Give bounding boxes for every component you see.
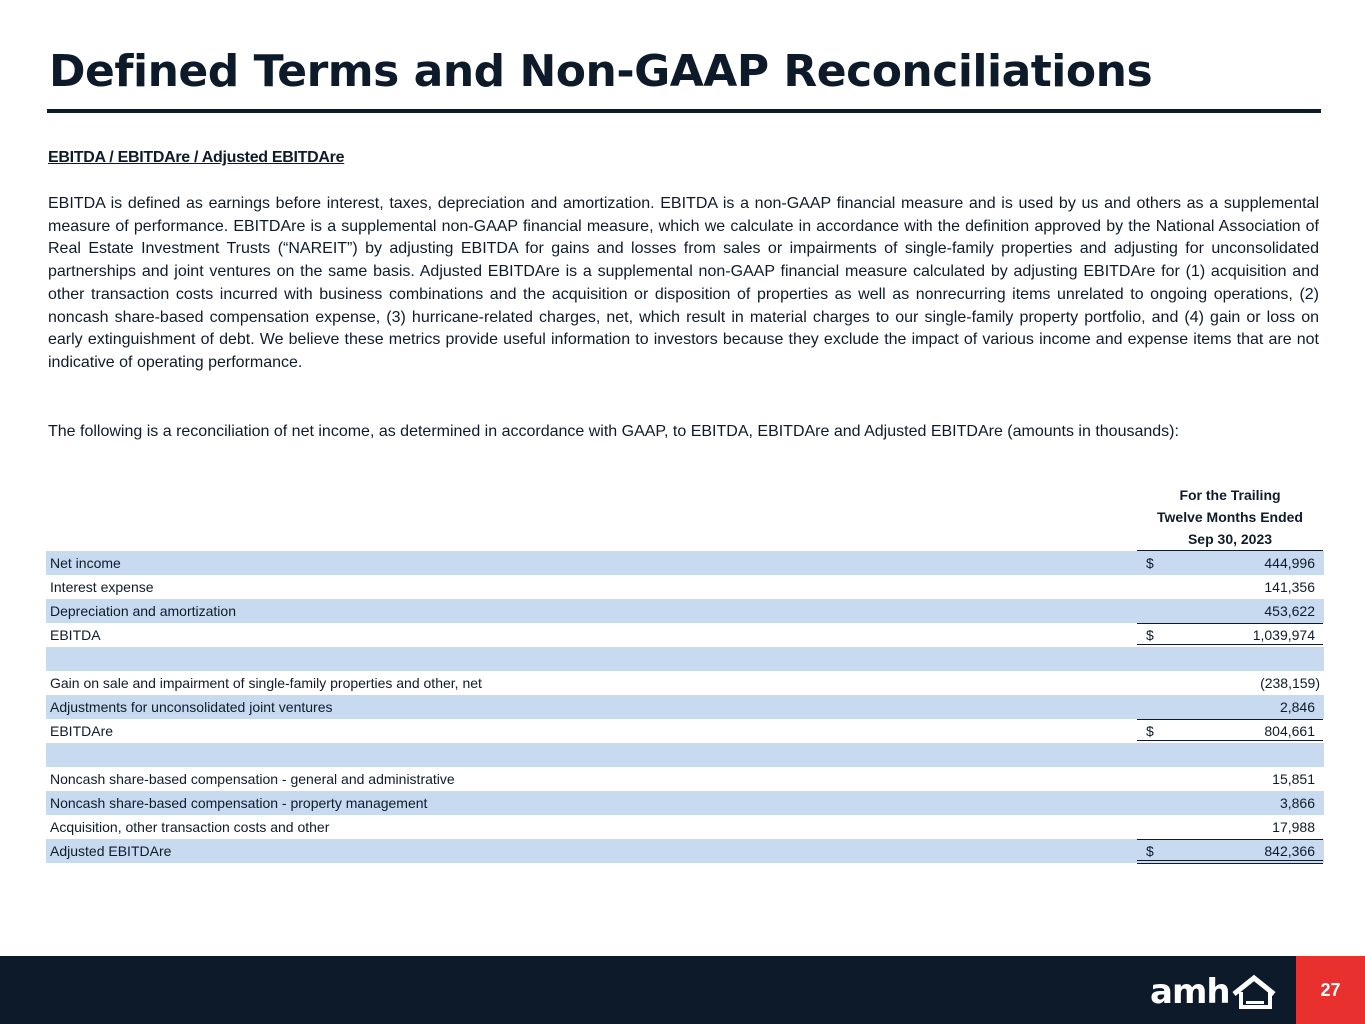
row-value: 15,851 [1272, 771, 1315, 787]
table-row-sbc-property-mgmt [46, 791, 1324, 815]
footer-bar [0, 956, 1365, 1024]
row-value: 1,039,974 [1252, 627, 1315, 643]
row-value: 804,661 [1264, 723, 1315, 739]
row-label: Noncash share-based compensation - general and administrative [50, 771, 455, 787]
row-value: 842,366 [1264, 843, 1315, 859]
dollar-sign: $ [1146, 723, 1154, 739]
row-label: EBITDA [50, 627, 101, 643]
title-divider [47, 109, 1321, 113]
column-header-line-2: Twelve Months Ended [1157, 509, 1303, 525]
row-label: Adjusted EBITDAre [50, 843, 172, 859]
definition-paragraph: EBITDA is defined as earnings before interest, taxes, depreciation and amortization. EBITDA is a non-GAAP financial measure and is used by us and others as a supplemental measure of performance. EBITDAre is a supplemental non-GAAP financial measure, which we calculate in accordance with the definition approved by the National Association of Real Estate Investment Trusts (“NAREIT”) by adjusting EBITDA for gains and losses from sales or impairments of single-family properties and adjusting for unconsolidated partnerships and joint ventures on the same basis. Adjusted EBITDAre is a supplemental non-GAAP financial measure calculated by adjusting EBITDAre for (1) acquisition and other transaction costs incurred with business combinations and the acquisition or disposition of properties as well as nonrecurring items unrelated to ongoing operations, (2) noncash share-based compensation expense, (3) hurricane-related charges, net, which result in material charges to our single-family property portfolio, and (4) gain or loss on early extinguishment of debt. We believe these metrics provide useful information to investors because they exclude the impact of various income and expense items that are not indicative of operating performance. [48, 195, 1319, 371]
table-row-joint-ventures [46, 695, 1324, 719]
column-header-line-3: Sep 30, 2023 [1187, 531, 1273, 547]
page-number: 27 [1296, 956, 1365, 1024]
intro-paragraph: The following is a reconciliation of net income, as determined in accordance with GAAP, to EBITDA, EBITDAre and Adjusted EBITDAre (amounts in thousands): [48, 423, 1179, 440]
row-label: Noncash share-based compensation - property management [50, 795, 428, 811]
table-row-ebitdare [46, 719, 1324, 743]
row-label: Acquisition, other transaction costs and other [50, 819, 330, 835]
table-row-depreciation [46, 599, 1324, 623]
row-label: Gain on sale and impairment of single-family properties and other, net [50, 675, 482, 691]
table-row-sbc-ga [46, 767, 1324, 791]
table-row-spacer [46, 743, 1324, 767]
page-title: Defined Terms and Non-GAAP Reconciliations [49, 46, 1153, 97]
table-row-net-income [46, 551, 1324, 575]
column-header [1137, 484, 1323, 550]
row-value: 444,996 [1264, 555, 1315, 571]
table-row-spacer [46, 647, 1324, 671]
dollar-sign: $ [1146, 843, 1154, 859]
row-label: Adjustments for unconsolidated joint ventures [50, 699, 333, 715]
row-value: 141,356 [1264, 579, 1315, 595]
reconciliation-table [46, 551, 1324, 863]
row-value: 17,988 [1272, 819, 1315, 835]
dollar-sign: $ [1146, 555, 1154, 571]
row-label: Net income [50, 555, 121, 571]
row-value: 3,866 [1279, 795, 1315, 811]
total-double-rule [1137, 860, 1323, 864]
table-row-acquisition-costs [46, 815, 1324, 839]
row-value: (238,159) [1260, 675, 1320, 691]
table-row-adjusted-ebitdare [46, 839, 1324, 863]
amh-logo [1150, 968, 1280, 1012]
logo-wordmark: amh [1150, 972, 1230, 1012]
dollar-sign: $ [1146, 627, 1154, 643]
column-header-line-1: For the Trailing [1179, 487, 1281, 503]
row-label: Interest expense [50, 579, 154, 595]
table-row-ebitda [46, 623, 1324, 647]
house-roof-icon [1230, 972, 1280, 1012]
section-heading: EBITDA / EBITDAre / Adjusted EBITDAre [48, 149, 345, 166]
row-value: 2,846 [1279, 699, 1315, 715]
row-label: Depreciation and amortization [50, 603, 236, 619]
table-row-gain-on-sale [46, 671, 1324, 695]
table-row-interest-expense [46, 575, 1324, 599]
row-label: EBITDAre [50, 723, 114, 739]
row-value: 453,622 [1264, 603, 1315, 619]
